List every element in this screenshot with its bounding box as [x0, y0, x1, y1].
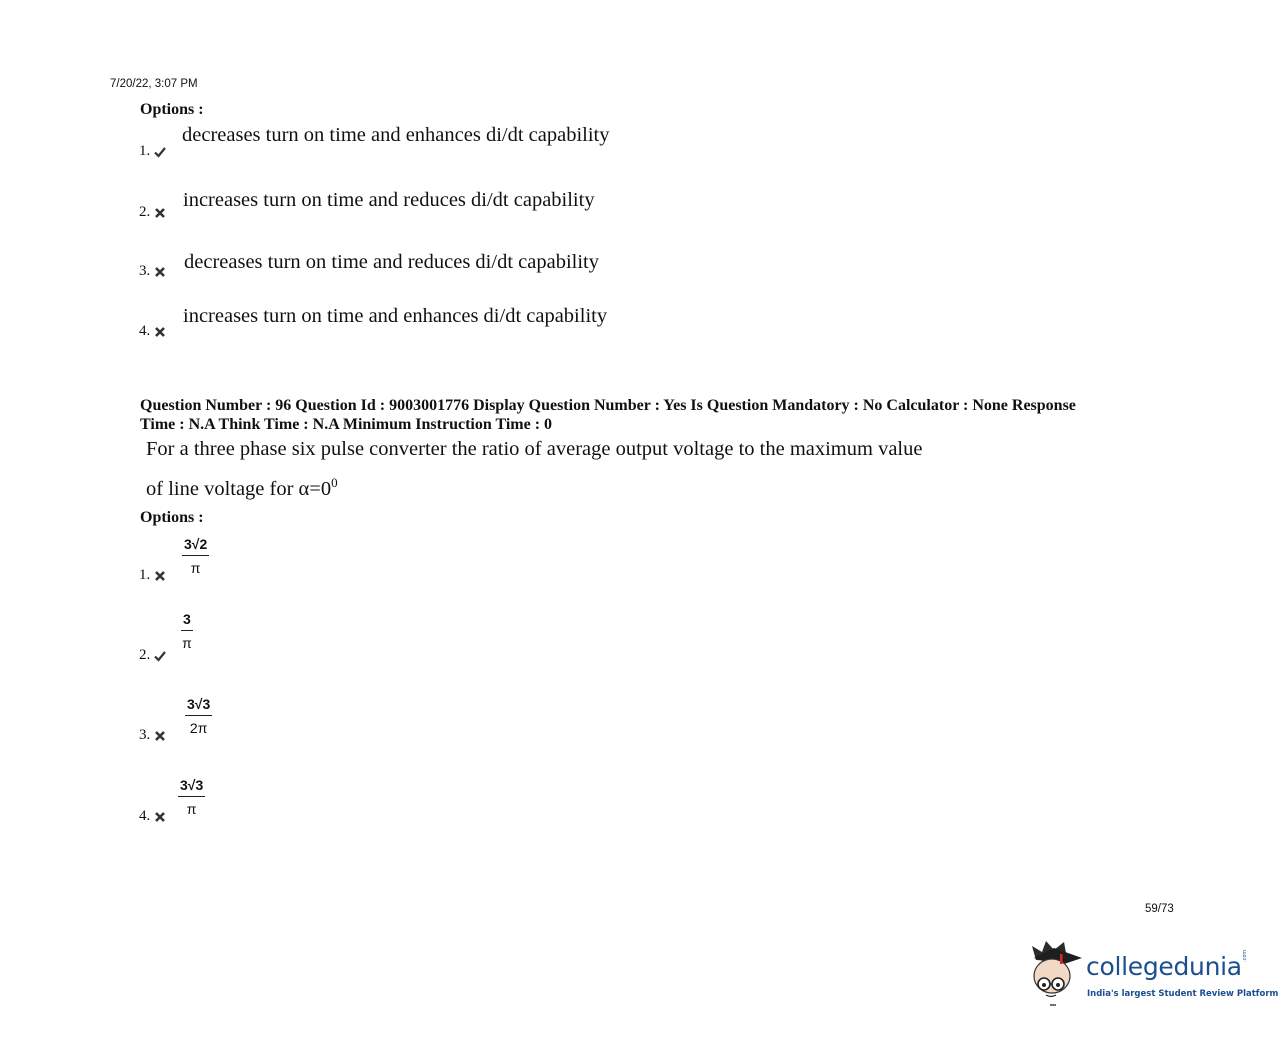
- cross-icon: [154, 811, 166, 823]
- prev-option-4-text: increases turn on time and enhances di/dt capability: [183, 305, 608, 327]
- question-text: of line voltage for α=0: [146, 477, 332, 500]
- fraction-numerator: 3√2: [182, 536, 209, 556]
- fraction-denominator: π: [182, 635, 192, 651]
- option-3-fraction: [185, 696, 212, 736]
- option-number: 1.: [139, 567, 151, 583]
- prev-option-3-number: [139, 263, 166, 280]
- option-number: 4.: [139, 808, 151, 824]
- mascot-logo-icon: [1024, 938, 1086, 1010]
- prev-option-3-text: decreases turn on time and reduces di/dt capability: [184, 251, 599, 273]
- brand-name: collegedunia: [1086, 952, 1242, 981]
- print-timestamp: 7/20/22, 3:07 PM: [110, 78, 198, 90]
- question-text-line-2: [146, 475, 338, 501]
- fraction-numerator: 3√3: [185, 696, 212, 716]
- option-number: 4.: [139, 323, 151, 339]
- option-number: 3.: [139, 727, 151, 743]
- option-number: 1.: [139, 143, 151, 159]
- fraction-denominator: 2π: [189, 720, 208, 736]
- question-meta-line-1: Question Number : 96 Question Id : 9003001776 Display Question Number : Yes Is Question Mandatory : No Calculator : None Response: [140, 397, 1076, 414]
- prev-option-2-text: increases turn on time and reduces di/dt capability: [183, 189, 595, 211]
- cross-icon: [154, 326, 166, 338]
- fraction-denominator: π: [190, 560, 201, 576]
- option-2-fraction: [181, 611, 193, 651]
- prev-option-1-number: [139, 143, 166, 160]
- cross-icon: [154, 266, 166, 278]
- option-2-number: [139, 647, 166, 664]
- brand-tagline: India's largest Student Review Platform: [1087, 989, 1279, 999]
- option-number: 2.: [139, 647, 151, 663]
- option-number: 3.: [139, 263, 151, 279]
- fraction-numerator: 3√3: [178, 777, 205, 797]
- fraction-denominator: π: [186, 801, 197, 817]
- fraction-numerator: 3: [181, 611, 193, 631]
- prev-option-4-number: [139, 323, 166, 340]
- options-label: Options :: [140, 509, 204, 526]
- option-1-number: [139, 567, 166, 584]
- check-icon: [154, 650, 166, 662]
- brand-suffix: .com: [1242, 949, 1248, 962]
- option-1-fraction: [182, 536, 209, 576]
- option-3-number: [139, 727, 166, 744]
- question-meta-line-2: Time : N.A Think Time : N.A Minimum Instruction Time : 0: [140, 416, 553, 433]
- options-label-prev: Options :: [140, 101, 204, 118]
- check-icon: [154, 146, 166, 158]
- superscript-degree: 0: [331, 475, 338, 490]
- option-4-fraction: [178, 777, 205, 817]
- option-number: 2.: [139, 204, 151, 220]
- prev-option-2-number: [139, 204, 166, 221]
- cross-icon: [154, 570, 166, 582]
- option-4-number: [139, 808, 166, 825]
- cross-icon: [154, 207, 166, 219]
- question-text-line-1: For a three phase six pulse converter the ratio of average output voltage to the maximum value: [146, 438, 923, 460]
- cross-icon: [154, 730, 166, 742]
- page-number: 59/73: [1145, 903, 1174, 915]
- prev-option-1-text: decreases turn on time and enhances di/dt capability: [182, 124, 610, 146]
